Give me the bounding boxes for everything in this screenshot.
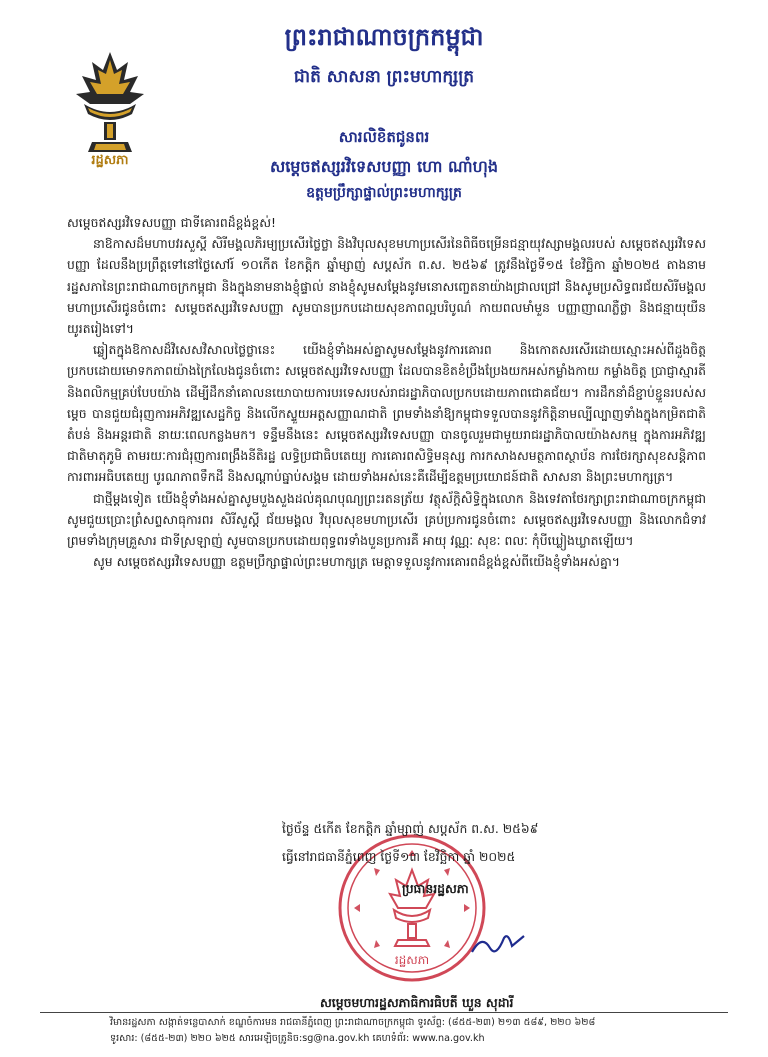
seal-text: រដ្ឋសភា: [394, 953, 430, 967]
emblem-label: រដ្ឋសភា: [91, 153, 129, 168]
paragraph-2: ឆ្លៀតក្នុងឱកាសដ៏វិសេសវិសាលថ្លៃថ្លានេះ យើងខ្ញុំទាំងអស់គ្នាសូមសម្តែងនូវការគោរព និងកោតសរសើរដោយស្មោះអស់ពីដួងចិត្តប្រកបដោយមោទកភាពយ៉ាងក្រៃលែងជូនចំពោះ សម្តេចឥស្សរវិទេសបញ្ញា ដែលបានខិតខំប្រឹងប្រែងយកអស់កម្លាំងកាយ កម្លាំងចិត្ត ប្រាជ្ញាស្មារតី និងពលិកម្មគ្រប់បែបយ៉ាង ដើម្បីដឹកនាំគោលនយោបាយការបរទេសរបស់រាជរដ្ឋាភិបាលប្រកបដោយភាពជោគជ័យ។ ការដឹកនាំដ៏ខ្ជាប់ខ្ជួនរបស់សម្តេច បានជួយជំរុញការអភិវឌ្ឍសេដ្ឋកិច្ច និងលើកស្ទួយអត្តសញ្ញាណជាតិ ព្រមទាំងនាំឱ្យកម្ពុជាទទួលបាននូវកិត្តិនាមល្បីល្បាញទាំងក្នុងកម្រិតជាតិ តំបន់ និងអន្តរជាតិ នាយៈពេលកន្លងមក។ ទន្ទឹមនឹងនេះ សម្តេចឥស្សរវិទេសបញ្ញា បានចូលរួមជាមួយរាជរដ្ឋាភិបាលយ៉ាងសកម្ម ក្នុងការអភិវឌ្ឍជាតិមាតុភូមិ តាមរយៈការជំរុញការពង្រឹងនីតិរដ្ឋ លទ្ធិប្រជាធិបតេយ្យ ការគោរពសិទ្ធិមនុស្ស ការកសាងសមត្ថភាពស្ថាប័ន ការថែរក្សាសុខសន្តិភាព ការពារអធិបតេយ្យ បូរណភាពទឹកដី និងសណ្តាប់ធ្នាប់សង្គម ដោយទាំងអស់នេះគឺដើម្បីឧត្តមប្រយោជន៍ជាតិ សាសនា និងព្រះមហាក្សត្រ។: [67, 342, 706, 485]
footer-divider: [40, 1012, 728, 1013]
signer-office: ប្រធានរដ្ឋសភា: [402, 881, 469, 896]
recipient-name: សម្តេចឥស្សរវិទេសបញ្ញា ហោ ណាំហុង: [269, 157, 499, 176]
paragraph-1: នាឱកាសដ៏មហាបវរសួស្តី សិរីមង្គលភិរម្យប្រសើរថ្លៃថ្លា និងវិបុលសុខមហាប្រសើរនៃពិធីចម្រើនជន្មាយុវស្សាមង្គលរបស់ សម្តេចឥស្សរវិទេសបញ្ញា ដែលនឹងប្រព្រឹត្តទៅនៅថ្ងៃសៅរ៍ ១០កើត ខែកត្តិក ឆ្នាំម្សាញ់ សប្តស័ក ព.ស. ២៥៦៩ ត្រូវនឹងថ្ងៃទី១៥ ខែវិច្ឆិកា ឆ្នាំ២០២៥ តាងនាមរដ្ឋសភានៃព្រះរាជាណាចក្រកម្ពុជា និងក្នុងនាមនាងខ្ញុំផ្ទាល់ នាងខ្ញុំសូមសម្តែងនូវមនោសញ្ចេតនាយ៉ាងជ្រាលជ្រៅ និងសូមប្រសិទ្ធពរជ័យសិរីមង្គលមហាប្រសើរជូនចំពោះ សម្តេចឥស្សរវិទេសបញ្ញា សូមបានប្រកបដោយសុខភាពល្អបរិបូណ៌ កាយពលមាំមួន បញ្ញាញាណភ្លឺថ្លា និងជន្មាយុយឺនយូរតរៀងទៅ។: [67, 236, 706, 337]
salutation: សម្តេចឥស្សរវិទេសបញ្ញា ជាទីគោរពដ៏ខ្ពង់ខ្ពស់!: [67, 215, 276, 230]
footer-address: វិមានរដ្ឋសភា សង្កាត់ទន្លេបាសាក់ ខណ្ឌចំការមន រាជធានីភ្នំពេញ ព្រះរាជាណាចក្រកម្ពុជា ទូរស័ព្ទ: (៨៥៥-២៣) ២១៣ ៥៨៩, ២២០ ៦២៨: [110, 1017, 596, 1028]
place-and-date: ធ្វើនៅរាជធានីភ្នំពេញ ថ្ងៃទី១៣ ខែវិច្ឆិកា ឆ្នាំ ២០២៥: [282, 849, 516, 864]
lunar-date: ថ្ងៃច័ន្ទ ៥កើត ខែកត្តិក ឆ្នាំម្សាញ់ សប្តស័ក ព.ស. ២៥៦៩: [282, 821, 539, 836]
paragraph-3: ជាថ្មីម្តងទៀត យើងខ្ញុំទាំងអស់គ្នាសូមបួងសួងដល់គុណបុណ្យព្រះរតនត្រ័យ វត្ថុស័ក្តិសិទ្ធិក្នុងលោក និងទេវតាថែរក្សាព្រះរាជាណាចក្រកម្ពុជា សូមជួយប្រោះព្រំសព្ទសាធុការពរ សិរីសួស្តី ជ័យមង្គល វិបុលសុខមហាប្រសើរ គ្រប់ប្រការជូនចំពោះ សម្តេចឥស្សរវិទេសបញ្ញា និងលោកជំទាវ ព្រមទាំងក្រុមគ្រួសារ ជាទីស្រឡាញ់ សូមបានប្រកបដោយពុទ្ធពរទាំងបួនប្រការគឺ អាយុ វណ្ណៈ សុខៈ ពលៈ កុំបីឃ្លៀងឃ្លាតឡើយ។: [67, 490, 706, 549]
handwritten-signature-icon: [468, 928, 528, 960]
footer-contact: ទូរសារ: (៨៥៥-២៣) ២២០ ៦២៥ សារអេឡិចត្រូនិច:sg@na.gov.kh គេហទំព័រ: www.na.gov.kh: [110, 1033, 485, 1044]
document-type: សារលិខិតជូនពរ: [338, 128, 430, 146]
kingdom-heading: ព្រះរាជាណាចក្រកម្ពុជា: [284, 22, 484, 51]
national-motto: ជាតិ សាសនា ព្រះមហាក្សត្រ: [293, 67, 475, 87]
paragraph-4: សូម សម្តេចឥស្សរវិទេសបញ្ញា ឧត្តមប្រឹក្សាផ្ទាល់ព្រះមហាក្សត្រ មេត្តាទទួលនូវការគោរពដ៏ខ្ពង់ខ្ពស់ពីយើងខ្ញុំទាំងអស់គ្នា។: [93, 554, 620, 570]
recipient-title: ឧត្តមប្រឹក្សាផ្ទាល់ព្រះមហាក្សត្រ: [306, 185, 462, 201]
signer-name: សម្តេចមហារដ្ឋសភាធិការធិបតី ឃួន សុដារី: [320, 995, 514, 1010]
letter-body: [67, 212, 706, 572]
